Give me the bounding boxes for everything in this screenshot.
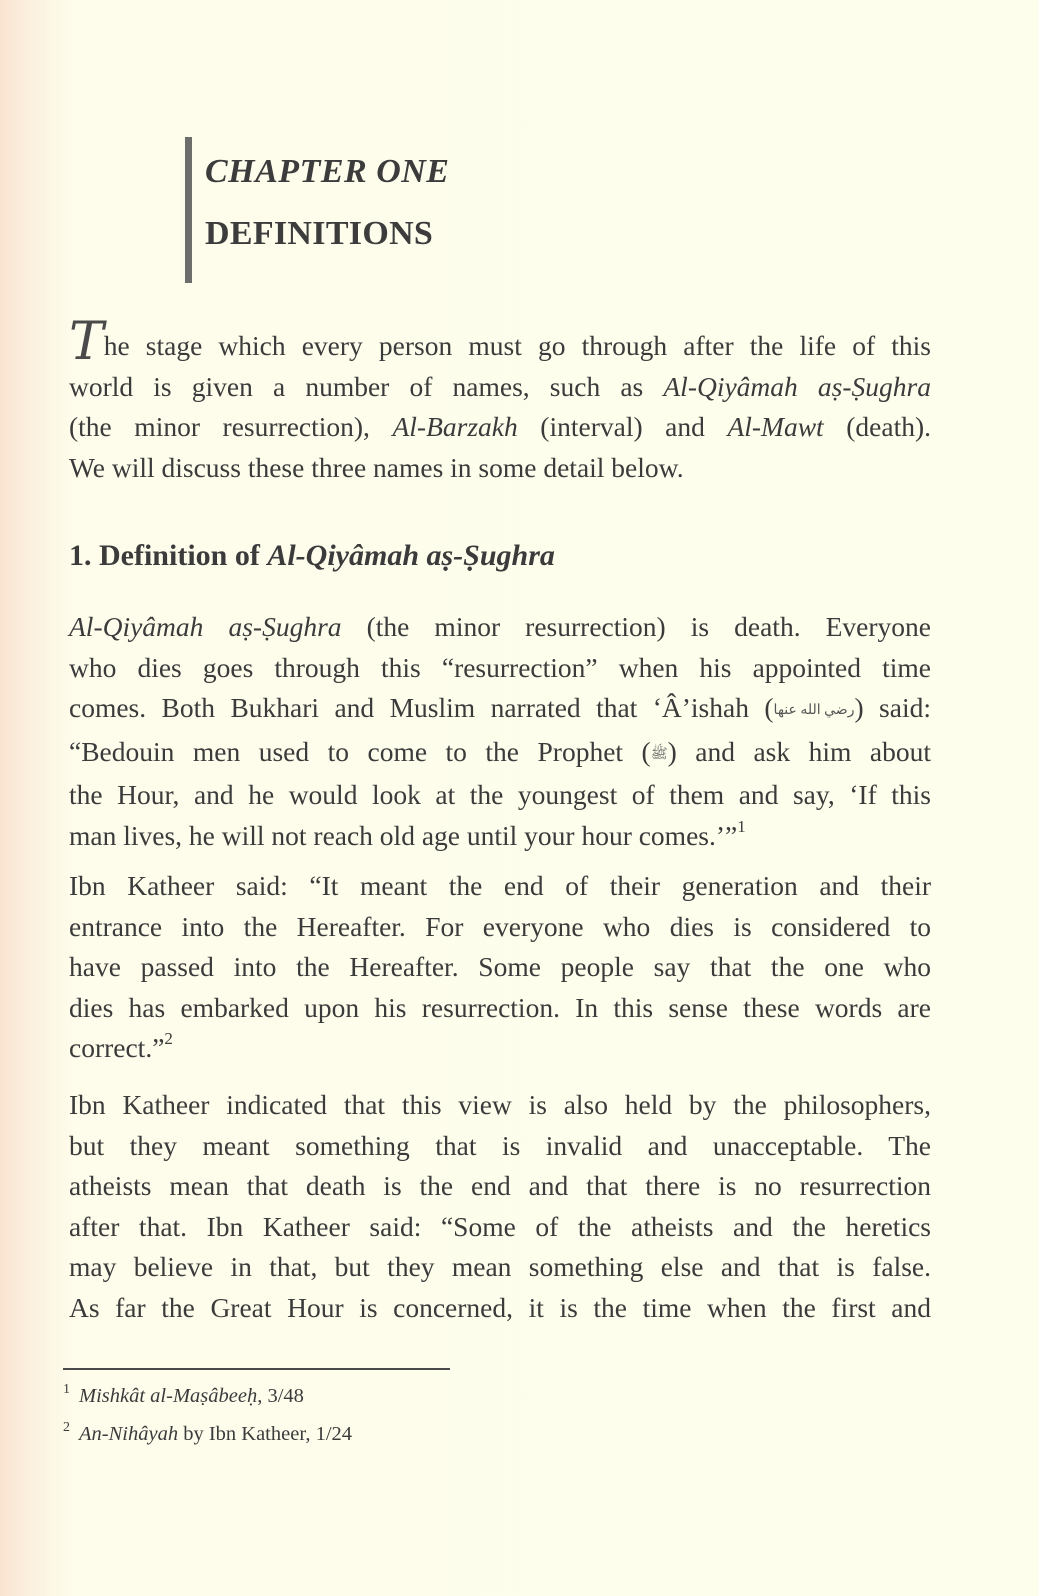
text-line — [69, 732, 931, 776]
text-line — [69, 775, 931, 816]
honorific-calligraphy-icon: رضي الله عنها — [773, 703, 855, 719]
text-run: (interval) and — [517, 411, 728, 443]
text-line — [69, 988, 931, 1029]
text-line — [69, 607, 931, 648]
italic-term: Al-Mawt — [727, 411, 824, 443]
text-run: after that. Ibn Katheer said: “Some of the atheists and the heretics — [69, 1210, 931, 1242]
text-line — [69, 1166, 931, 1207]
section-heading — [69, 536, 555, 576]
text-run: comes. Both Bukhari and Muslim narrated that ‘Â’ishah ( — [69, 692, 774, 724]
footnote-marker: 2 — [164, 1029, 173, 1049]
honorific-calligraphy-icon: ﷺ — [650, 746, 668, 762]
text-run: correct.” — [69, 1032, 165, 1064]
text-line — [69, 448, 931, 489]
text-line — [69, 947, 931, 988]
text-line — [69, 1085, 931, 1126]
text-line — [69, 312, 931, 372]
text-line — [69, 407, 931, 448]
text-run: have passed into the Hereafter. Some people say that the one who — [69, 951, 931, 983]
text-run: he stage which every person must go through after the life of this — [103, 330, 931, 361]
text-run: Ibn Katheer said: “It meant the end of their generation and their — [69, 870, 931, 901]
footnote-reference: , 3/48 — [257, 1385, 304, 1407]
chapter-label: CHAPTER ONE — [205, 153, 450, 190]
text-run: man lives, he will not reach old age until your hour comes.’” — [69, 819, 738, 851]
text-run: As far the Great Hour is concerned, it is the time when the first and — [69, 1291, 931, 1323]
chapter-accent-bar — [185, 137, 192, 283]
text-run: (the minor resurrection), — [69, 411, 393, 443]
text-run: We will discuss these three names in some detail below. — [69, 451, 684, 483]
text-run: may believe in that, but they mean something else and that is false. — [69, 1251, 931, 1283]
section-number: 1. — [69, 539, 92, 572]
paragraph-philosophers — [69, 1085, 931, 1329]
text-line — [69, 367, 931, 408]
text-run: “Bedouin men used to come to the Prophet ( — [69, 735, 651, 767]
text-run: (the minor resurrection) is death. Everyone — [341, 611, 931, 642]
footnote-1 — [63, 1382, 304, 1410]
text-line — [69, 688, 931, 732]
text-run: ) said: — [854, 692, 931, 724]
text-line — [69, 816, 931, 857]
text-run: the Hour, and he would look at the youngest of them and say, ‘If this — [69, 779, 931, 811]
text-run: (death). — [823, 411, 931, 443]
text-run: world is given a number of names, such as — [69, 370, 664, 402]
footnote-reference: by Ibn Katheer, 1/24 — [178, 1423, 353, 1445]
intro-paragraph — [69, 312, 931, 488]
text-run: atheists mean that death is the end and that there is no resurrection — [69, 1170, 931, 1202]
footnote-source-title: An-Nihâyah — [79, 1423, 179, 1445]
footnote-marker: 1 — [737, 816, 746, 836]
text-line — [69, 866, 931, 907]
text-line — [69, 1247, 931, 1288]
text-line — [69, 1207, 931, 1248]
text-line — [69, 1288, 931, 1329]
text-line — [69, 1028, 931, 1069]
chapter-title: DEFINITIONS — [205, 215, 434, 252]
footnote-2 — [63, 1420, 352, 1448]
text-run: but they meant something that is invalid and unacceptable. The — [69, 1129, 931, 1161]
italic-term: Al-Barzakh — [392, 411, 518, 443]
section-heading-text: Definition of — [99, 539, 260, 572]
footnote-number: 2 — [63, 1420, 70, 1435]
text-run: ) and ask him about — [667, 735, 931, 767]
drop-cap: T — [69, 312, 104, 372]
text-line — [69, 907, 931, 948]
italic-term: Al-Qiyâmah aṣ-Ṣughra — [663, 370, 931, 402]
section-heading-term: Al-Qiyâmah aṣ-Ṣughra — [267, 539, 555, 572]
italic-term: Al-Qiyâmah aṣ-Ṣughra — [69, 611, 342, 642]
text-run: who dies goes through this “resurrection” when his appointed time — [69, 651, 931, 683]
footnote-source-title: Mishkât al-Maṣâbeeḥ — [79, 1385, 258, 1407]
text-line — [69, 648, 931, 689]
footnote-divider — [63, 1368, 450, 1370]
text-line — [69, 1126, 931, 1167]
text-run: dies has embarked upon his resurrection. In this sense these words are — [69, 991, 931, 1023]
paragraph-ibn-katheer-quote — [69, 866, 931, 1069]
text-run: entrance into the Hereafter. For everyone who dies is considered to — [69, 910, 931, 942]
footnote-number: 1 — [63, 1382, 70, 1397]
paragraph-definition — [69, 607, 931, 857]
text-run: Ibn Katheer indicated that this view is also held by the philosophers, — [69, 1089, 931, 1120]
